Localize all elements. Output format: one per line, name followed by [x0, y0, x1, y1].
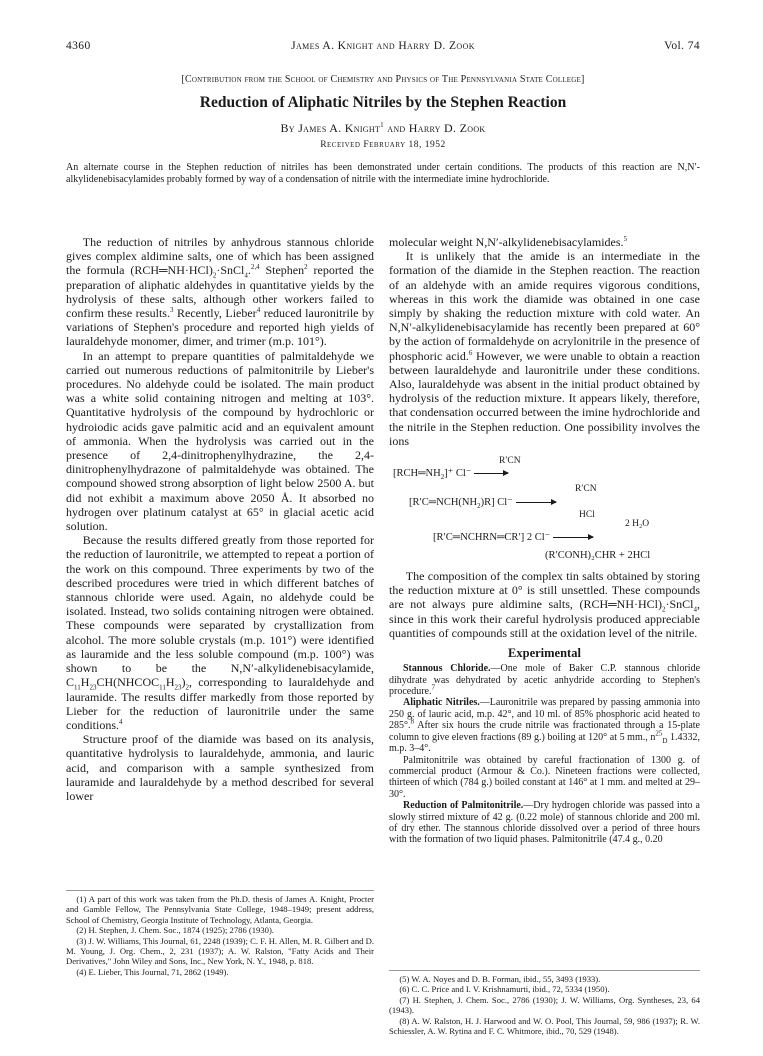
- byline-by: By: [280, 121, 299, 135]
- equation-1: $[RCH═NH_2]^+$ Cl⁻: [393, 467, 511, 481]
- equation-3: [R′C═NCHRN═CR′] 2 Cl⁻: [433, 531, 596, 545]
- running-head: [66, 40, 700, 58]
- page-number: 4360: [66, 40, 91, 52]
- paragraph: It is unlikely that the amide is an intermediate in the formation of the diamide in the Stephen reaction. The reaction of an aldehyde with an amide requires vigorous conditions, whereas in this work the diamide was obtained in one case simply by shaking the reduction mixture with cold water. An N,N′-alkylidenebisacylamide has recently been prepared at 60° by the action of formaldehyde on acrylonitrile in the presence of phosphoric acid.$^6$ However, we were unable to obtain a reaction between lauraldehyde and lauronitrile under these conditions. Also, lauraldehyde was absent in the initial product obtained by hydrolysis of the reduction mixture. It appears likely, therefore, that condensation occurred between the imine hydrochloride and the nitrile in the Stephen reduction. One possibility involves the ions: [389, 249, 701, 448]
- abstract: An alternate course in the Stephen reduction of nitriles has been demonstrated under certain conditions. The products of this reaction are N,N′-alkylidenebisacylamides probably formed by way of a condensation of nitrile with the intermediate imine hydrochloride.: [66, 162, 700, 185]
- paragraph: molecular weight N,N′-alkylidenebisacylamides.$^5$: [389, 235, 628, 249]
- footnote-ref: 1: [380, 121, 384, 129]
- reagent: 2 H₂O: [625, 519, 650, 530]
- footnote: (5) W. A. Noyes and D. B. Forman, ibid., 55, 3493 (1933).: [399, 974, 601, 984]
- experimental-paragraph: Aliphatic Nitriles.—Lauronitrile was prepared by passing ammonia into 250 g. of lauric acid, m.p. 42°, and 10 ml. of 85% phosphoric acid heated to 285°.$^8$ After six hours the crude nitrile was fractionated through a 15-plate column to give eleven fractions (89 g.) boiling at 120° at 5 mm., $n^{25}_D$ 1.4332, m.p. 3–4°.: [389, 697, 701, 755]
- footnotes-right: [389, 970, 700, 1036]
- section-heading: Experimental: [508, 646, 581, 661]
- contribution-line: [Contribution from the School of Chemistry and Physics of The Pennsylvania State College]: [181, 74, 585, 85]
- reaction-arrow: [553, 537, 593, 538]
- reaction-arrow: [474, 473, 508, 474]
- reagent: R′CN: [575, 484, 597, 495]
- footnote: (3) J. W. Williams, This Journal, 61, 2248 (1939); C. F. H. Allen, M. R. Gilbert and D. M. Young, J. Org. Chem., 2, 231 (1937); A. W. Ralston, "Fatty Acids and Their Derivatives," John Wiley and Sons, Inc., New York, N. Y., 1948, p. 818.: [66, 935, 374, 967]
- byline-and: and: [383, 121, 409, 135]
- footnote: (8) A. W. Ralston, H. J. Harwood and W. O. Pool, This Journal, 59, 986 (1937); R. W. Schiessler, A. W. Rytina and F. C. Whitmore, ibid., 70, 529 (1948).: [389, 1015, 700, 1037]
- running-head-authors: James A. Knight and Harry D. Zook: [291, 40, 475, 52]
- left-column: [66, 235, 374, 803]
- paragraph: Because the results differed greatly from those reported for the reduction of lauronitrile, we attempted to repeat a portion of the work on this compound. Three experiments by two of the described procedures were tried in which different batches of stannous chloride were used. Again, no aldehyde could be isolated. Instead, two solids containing nitrogen were obtained. These compounds were separated by crystallization from alcohol. The more soluble crystals (m.p. 101°) were identified as lauramide and the less soluble compound (m.p. 100°) was shown to be the N,N′-alkylidenebisacylamide, $C_{11}H_{23}CH(NHCOC_{11}H_{23})_2$, corresponding to lauraldehyde and lauramide. The results differ markedly from those reported by Lieber for the reduction of lauronitrile under the same conditions.$^4$: [66, 533, 374, 732]
- footnote: (2) H. Stephen, J. Chem. Soc., 1874 (1925); 2786 (1930).: [76, 925, 274, 936]
- author-2: Harry D. Zook: [408, 121, 486, 135]
- byline: [66, 121, 700, 136]
- article-title: Reduction of Aliphatic Nitriles by the Stephen Reaction: [199, 94, 567, 111]
- reagent: R′CN: [499, 456, 521, 467]
- right-column: [389, 235, 700, 846]
- volume-number: Vol. 74: [664, 40, 700, 52]
- paragraph: In an attempt to prepare quantities of palmitaldehyde we carried out numerous reductions of palmitonitrile by Lieber's procedures. No aldehyde could be isolated. The main product was a white solid containing nitrogen and melting at 103°. Quantitative hydrolysis of the compound by hydrochloric or hydroiodic acids gave palmitic acid and an equivalent amount of ammonia. When the hydrolysis was carried out in the presence of 2,4-dinitrophenylhydrazine, the 2,4-dinitrophenylhydrazone of palmitaldehyde was obtained. The compound showed strong absorption of light below 2500 A. but did not exhibit a maximum above 2050 Å. It absorbed no hydrogen over platinum catalyst at 65° in glacial acetic acid solution.: [66, 348, 374, 534]
- footnote: (1) A part of this work was taken from the Ph.D. thesis of James A. Knight, Procter and Gamble Fellow, The Pennsylvania State College, 1948–1949; present address, School of Chemistry, Georgia Institute of Technology, Atlanta, Georgia.: [66, 894, 374, 925]
- footnote: (7) H. Stephen, J. Chem. Soc., 2786 (1930); J. W. Williams, Org. Syntheses, 23, 64 (1943).: [389, 994, 700, 1016]
- equation-2: $[R'C═NCH(NH_2)R]$ Cl⁻: [409, 496, 559, 510]
- author-1: James A. Knight: [298, 121, 381, 135]
- experimental-paragraph: Reduction of Palmitonitrile.—Dry hydrogen chloride was passed into a slowly stirred mixture of 42 g. (0.22 mole) of stannous chloride and 200 ml. of dry ether. The stannous chloride dissolved over a period of three hours with the formation of two liquid phases. Palmitonitrile (47.4 g., 0.20: [389, 800, 700, 846]
- footnote: (6) C. C. Price and I. V. Krishnamurti, ibid., 72, 5334 (1950).: [399, 984, 610, 995]
- footnote: (4) E. Lieber, This Journal, 71, 2862 (1949).: [76, 966, 229, 977]
- paragraph: Structure proof of the diamide was based on its analysis, quantitative hydrolysis to lauraldehyde, ammonia, and lauric acid, and comparison with a sample synthesized from lauramide and lauraldehyde by a method described for several lower: [66, 732, 374, 803]
- experimental-paragraph: Palmitonitrile was obtained by careful fractionation of 1300 g. of commercial product (Armour & Co.). Nineteen fractions were collected, thirteen of which (784 g.) boiled constant at 146° at 1 mm. and melted at 29–30°.: [389, 754, 700, 800]
- paragraph: The reduction of nitriles by anhydrous stannous chloride gives complex aldimine salts, one of which has been assigned the formula $(RCH═NH\cdot HCl)_2\cdot SnCl_4.^{2,4}$ Stephen$^2$ reported the preparation of aliphatic aldehydes in quantitative yields by the hydrolysis of these salts, although other workers failed to confirm these results.$^3$ Recently, Lieber$^4$ reduced lauronitrile by variations of Stephen's procedure and reported high yields of lauraldehyde monomer, dimer, and trimer (m.p. 101°).: [66, 235, 374, 349]
- received-date: Received February 18, 1952: [320, 140, 446, 150]
- reagent: HCl: [579, 510, 595, 521]
- reaction-arrow: [516, 502, 556, 503]
- paragraph: The composition of the complex tin salts obtained by storing the reduction mixture at 0° is still unsettled. These compounds are not always pure aldimine salts, $(RCH═NH\cdot HCl)_2\cdot SnCl_4$, since in this work their careful hydrolysis produced appreciable quantities of compounds still at the oxidation level of the nitrile.: [389, 569, 700, 640]
- equation-4: (R′CONH)₂CHR + 2HCl: [545, 550, 651, 562]
- experimental-paragraph: Stannous Chloride.—One mole of Baker C.P. stannous chloride dihydrate was dehydrated by acetic anhydride according to Stephen's procedure.$^7$: [389, 663, 701, 698]
- reaction-scheme: [389, 451, 700, 563]
- footnotes-left: [66, 890, 374, 977]
